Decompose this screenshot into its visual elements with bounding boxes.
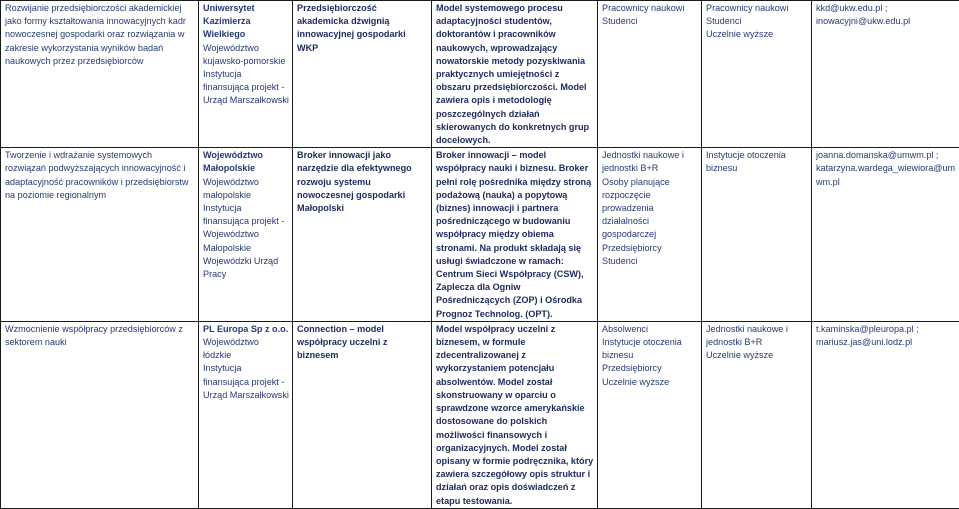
table-row (1, 148, 959, 322)
target-groups-cell (598, 1, 702, 148)
recipient-item: Uczelnie wyższe (706, 349, 808, 362)
target-group-item: Absolwenci (602, 323, 698, 336)
partner-region: Województwo łódzkie (203, 336, 289, 362)
recipients-cell (702, 321, 812, 508)
target-group-item: Pracownicy naukowi (602, 2, 698, 15)
target-groups-cell (598, 148, 702, 322)
recipient-item: Jednostki naukowe i jednostki B+R (706, 323, 808, 349)
recipients-cell (702, 1, 812, 148)
target-group-item: Jednostki naukowe i jednostki B+R (602, 149, 698, 175)
partner-region: Województwo kujawsko-pomorskie (203, 42, 289, 68)
recipient-item: Studenci (706, 15, 808, 28)
partner-name: Województwo Małopolskie (203, 149, 289, 175)
partner-cell (199, 148, 293, 322)
model-description-cell: Model współpracy uczelni z biznesem, w formule zdecentralizowanej z wykorzystaniem potencjału absolwentów. Model został skonstruowany w oparciu o sprawdzone wzorce amerykańskie dostosowane do polskich możliwości finansowych i organizacyjnych. Model został opisany w formie podręcznika, który zawiera szczegółowy opis struktur i działań oraz opis doświadczeń z etapu testowania. (432, 321, 598, 508)
model-description-cell: Broker innowacji – model współpracy nauki i biznesu. Broker pełni rolę pośrednika między stroną podażową (nauka) a popytową (biznes) innowacji i partnera pośredniczącego w budowaniu współpracy między obiema stronami. Na produkt składają się usługi świadczone w ramach: Centrum Sieci Współpracy (CSW), Zaplecza dla Ogniw Pośredniczących (ZOP) i Ośrodka Prognoz Technolog. (OPT). (432, 148, 598, 322)
table-row (1, 1, 959, 148)
target-group-item: Instytucje otoczenia biznesu (602, 336, 698, 362)
table-row (1, 321, 959, 508)
partner-cell (199, 1, 293, 148)
target-group-item: Przedsiębiorcy (602, 242, 698, 255)
model-name-cell: Przedsiębiorczość akademicka dźwignią innowacyjnej gospodarki WKP (293, 1, 432, 148)
contact-email-cell[interactable]: t.kaminska@pleuropa.pl ; mariusz.jas@uni.lodz.pl (812, 321, 959, 508)
contact-email-cell[interactable]: kkd@ukw.edu.pl ; inowacyjni@ukw.edu.pl (812, 1, 959, 148)
target-group-item: Uczelnie wyższe (602, 376, 698, 389)
partner-region: Województwo małopolskie (203, 176, 289, 202)
recipients-cell (702, 148, 812, 322)
model-name-cell: Broker innowacji jako narzędzie dla efektywnego rozwoju systemu nowoczesnej gospodarki Małopolski (293, 148, 432, 322)
recipient-item: Pracownicy naukowi (706, 2, 808, 15)
project-title-cell: Tworzenie i wdrażanie systemowych rozwiązań podwyższających innowacyjność i adaptacyjność pracowników i przedsiębiorstw na poziomie regionalnym (1, 148, 199, 322)
partner-funding: Instytucja finansująca projekt - Województwo Małopolskie Wojewódzki Urząd Pracy (203, 202, 289, 281)
model-description-cell: Model systemowego procesu adaptacyjności studentów, doktorantów i pracowników naukowych, wprowadzający nowatorskie metody pozyskiwania praktycznych umiejętności z obszaru przedsiębiorczości. Model zawiera opis i metodologię poszczególnych działań skierowanych do konkretnych grup docelowych. (432, 1, 598, 148)
project-title-cell: Rozwijanie przedsiębiorczości akademickiej jako formy kształtowania innowacyjnych kadr nowoczesnej gospodarki oraz rozwiązania w zakresie wykorzystania wyników badań naukowych przez przedsiębiorców (1, 1, 199, 148)
partner-funding: Instytucja finansująca projekt - Urząd Marszałkowski (203, 362, 289, 402)
target-group-item: Przedsiębiorcy (602, 362, 698, 375)
contact-email-cell[interactable]: joanna.domanska@umwm.pl ; katarzyna.wardega_wiewiora@umwm.pl (812, 148, 959, 322)
model-name-cell: Connection – model współpracy uczelni z biznesem (293, 321, 432, 508)
project-title-cell: Wzmocnienie współpracy przedsiębiorców z sektorem nauki (1, 321, 199, 508)
partner-funding: Instytucja finansująca projekt - Urząd Marszałkowski (203, 68, 289, 108)
partner-cell (199, 321, 293, 508)
recipient-item: Uczelnie wyższe (706, 28, 808, 41)
target-group-item: Studenci (602, 255, 698, 268)
recipient-item: Instytucje otoczenia biznesu (706, 149, 808, 175)
target-group-item: Osoby planujące rozpoczęcie prowadzenia działalności gospodarczej (602, 176, 698, 242)
target-groups-cell (598, 321, 702, 508)
target-group-item: Studenci (602, 15, 698, 28)
partner-name: Uniwersytet Kazimierza Wielkiego (203, 2, 289, 42)
partner-name: PL Europa Sp z o.o. (203, 323, 289, 336)
